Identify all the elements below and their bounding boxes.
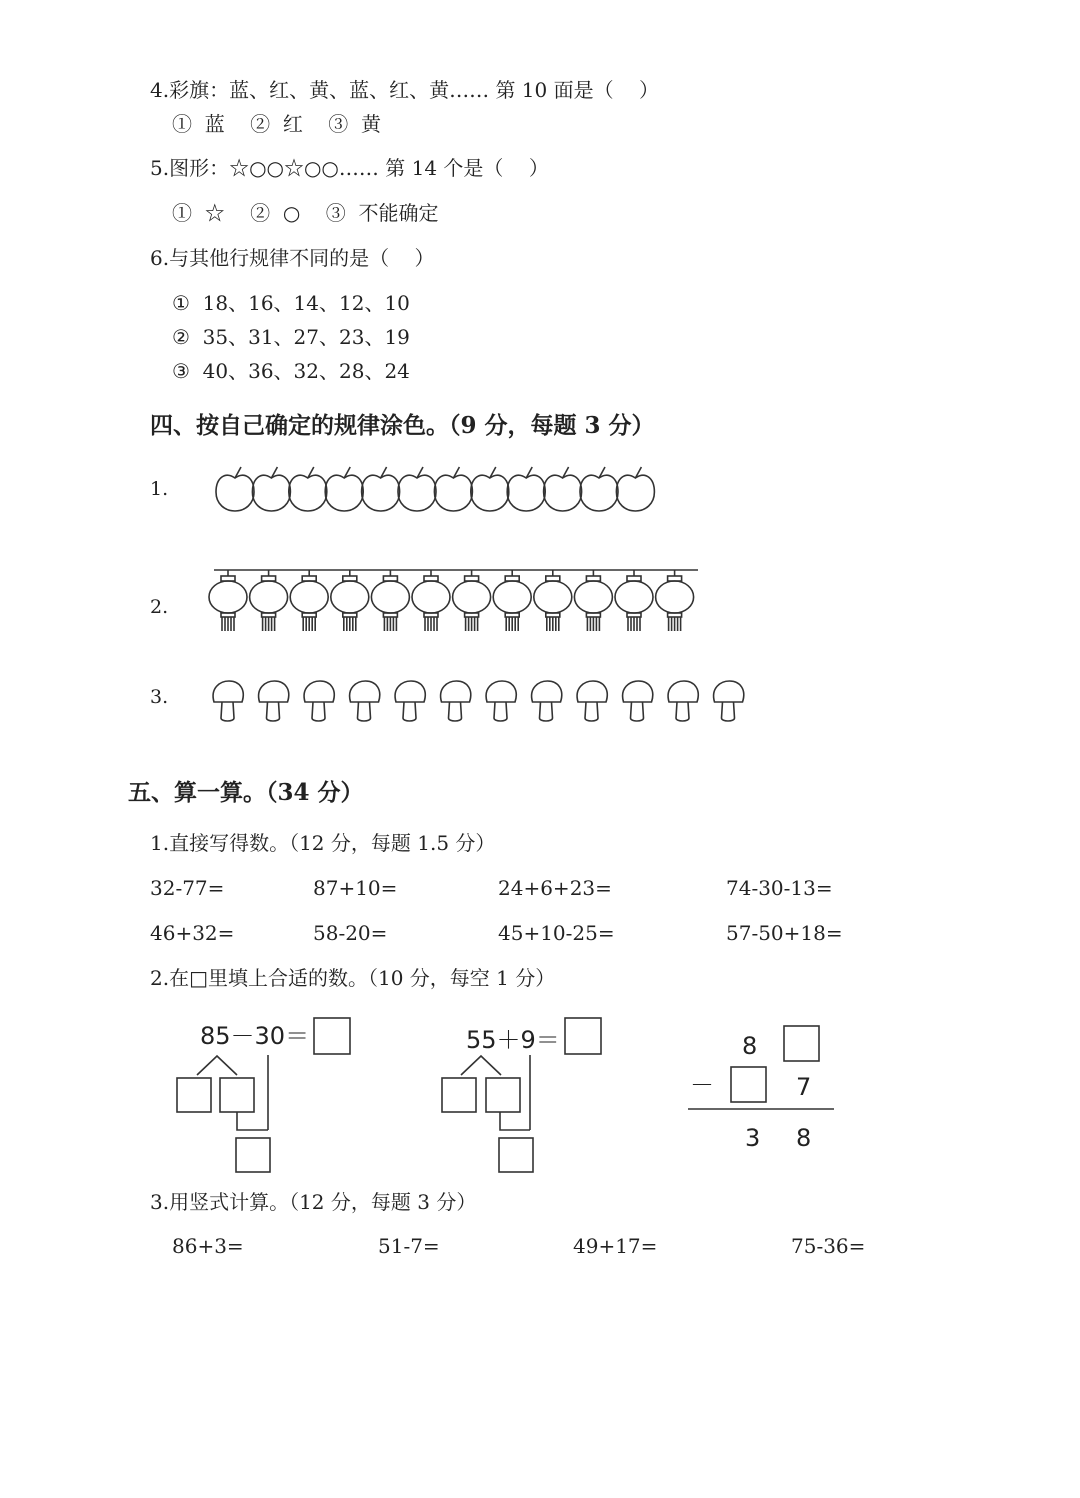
connector-line — [237, 1112, 268, 1130]
q5-stem: 5.图形：☆○○☆○○…… 第 14 个是（ ） — [150, 156, 549, 180]
digit-box — [784, 1026, 819, 1061]
vertical-calc-4: 75-36= — [791, 1234, 866, 1258]
vertical-calc-2: 51-7= — [378, 1234, 440, 1258]
calc-1-4: 74-30-13= — [726, 876, 833, 900]
vertical-result-ones: 8 — [796, 1124, 812, 1152]
equation-2: 55＋9＝ — [466, 1026, 560, 1054]
mushroom-icon — [395, 681, 425, 721]
lantern-icon — [615, 570, 653, 631]
result-box — [499, 1138, 533, 1172]
calc-2-4: 57-50+18= — [726, 921, 843, 945]
mushroom-row — [213, 681, 744, 721]
lantern-icon — [412, 570, 450, 631]
row-label-1: 1. — [150, 478, 169, 500]
apple-icon — [544, 467, 582, 511]
calc-2-2: 58-20= — [313, 921, 388, 945]
apple-row — [216, 467, 654, 511]
mushroom-icon — [714, 681, 744, 721]
vertical-top-digit: 8 — [742, 1032, 758, 1060]
lantern-icon — [371, 570, 409, 631]
lantern-icon — [574, 570, 612, 631]
apple-icon — [398, 467, 436, 511]
section5-title: 五、算一算。（34 分） — [128, 779, 364, 806]
part2-title: 2.在□里填上合适的数。（10 分，每空 1 分） — [150, 966, 556, 990]
mushroom-icon — [350, 681, 380, 721]
mushroom-icon — [304, 681, 334, 721]
lantern-icon — [493, 570, 531, 631]
lantern-icon — [656, 570, 694, 631]
row-label-2: 2. — [150, 596, 169, 618]
lantern-icon — [453, 570, 491, 631]
equation-1: 85－30＝ — [200, 1022, 310, 1050]
q5-options: ① ☆ ② ○ ③ 不能确定 — [172, 201, 439, 225]
q6-option-3: ③ 40、36、32、28、24 — [172, 359, 410, 383]
part3-title: 3.用竖式计算。（12 分，每题 3 分） — [150, 1190, 477, 1214]
row-label-3: 3. — [150, 686, 169, 708]
mushroom-icon — [486, 681, 516, 721]
answer-box — [314, 1018, 350, 1054]
apple-icon — [580, 467, 618, 511]
apple-icon — [216, 467, 254, 511]
q4-options: ① 蓝 ② 红 ③ 黄 — [172, 112, 382, 136]
apple-icon — [252, 467, 290, 511]
apple-icon — [616, 467, 654, 511]
lantern-icon — [534, 570, 572, 631]
lantern-icon — [250, 570, 288, 631]
mushroom-icon — [532, 681, 562, 721]
apple-icon — [325, 467, 363, 511]
apple-icon — [289, 467, 327, 511]
connector-line — [500, 1112, 530, 1130]
apple-icon — [471, 467, 509, 511]
mushroom-icon — [577, 681, 607, 721]
lantern-icon — [209, 570, 247, 631]
calc-2-1: 46+32= — [150, 921, 235, 945]
mushroom-icon — [213, 681, 243, 721]
calc-1-2: 87+10= — [313, 876, 398, 900]
mushroom-icon — [259, 681, 289, 721]
q6-option-2: ② 35、31、27、23、19 — [172, 325, 410, 349]
lantern-row — [209, 570, 698, 631]
result-box — [236, 1138, 270, 1172]
section4-title: 四、按自己确定的规律涂色。（9 分，每题 3 分） — [150, 412, 655, 439]
q4-stem: 4.彩旗：蓝、红、黄、蓝、红、黄…… 第 10 面是（ ） — [150, 78, 660, 102]
calc-1-3: 24+6+23= — [498, 876, 612, 900]
vertical-calc-3: 49+17= — [573, 1234, 658, 1258]
part-box — [486, 1078, 520, 1112]
calc-2-3: 45+10-25= — [498, 921, 615, 945]
calc-1-1: 32-77= — [150, 876, 225, 900]
lantern-icon — [290, 570, 328, 631]
vertical-result-tens: 3 — [745, 1124, 761, 1152]
part1-title: 1.直接写得数。（12 分，每题 1.5 分） — [150, 831, 496, 855]
vertical-subtrahend-ones: 7 — [796, 1073, 812, 1101]
answer-box — [565, 1018, 601, 1054]
digit-box — [731, 1067, 766, 1102]
q6-stem: 6.与其他行规律不同的是（ ） — [150, 246, 435, 270]
part-box — [442, 1078, 476, 1112]
vertical-minus-sign: － — [690, 1071, 714, 1099]
mushroom-icon — [441, 681, 471, 721]
mushroom-icon — [623, 681, 653, 721]
split-lines — [197, 1056, 237, 1075]
lantern-icon — [331, 570, 369, 631]
mushroom-icon — [668, 681, 698, 721]
apple-icon — [434, 467, 472, 511]
part-box — [220, 1078, 254, 1112]
split-lines — [461, 1056, 501, 1075]
apple-icon — [362, 467, 400, 511]
part-box — [177, 1078, 211, 1112]
vertical-calc-1: 86+3= — [172, 1234, 244, 1258]
q6-option-1: ① 18、16、14、12、10 — [172, 291, 410, 315]
apple-icon — [507, 467, 545, 511]
